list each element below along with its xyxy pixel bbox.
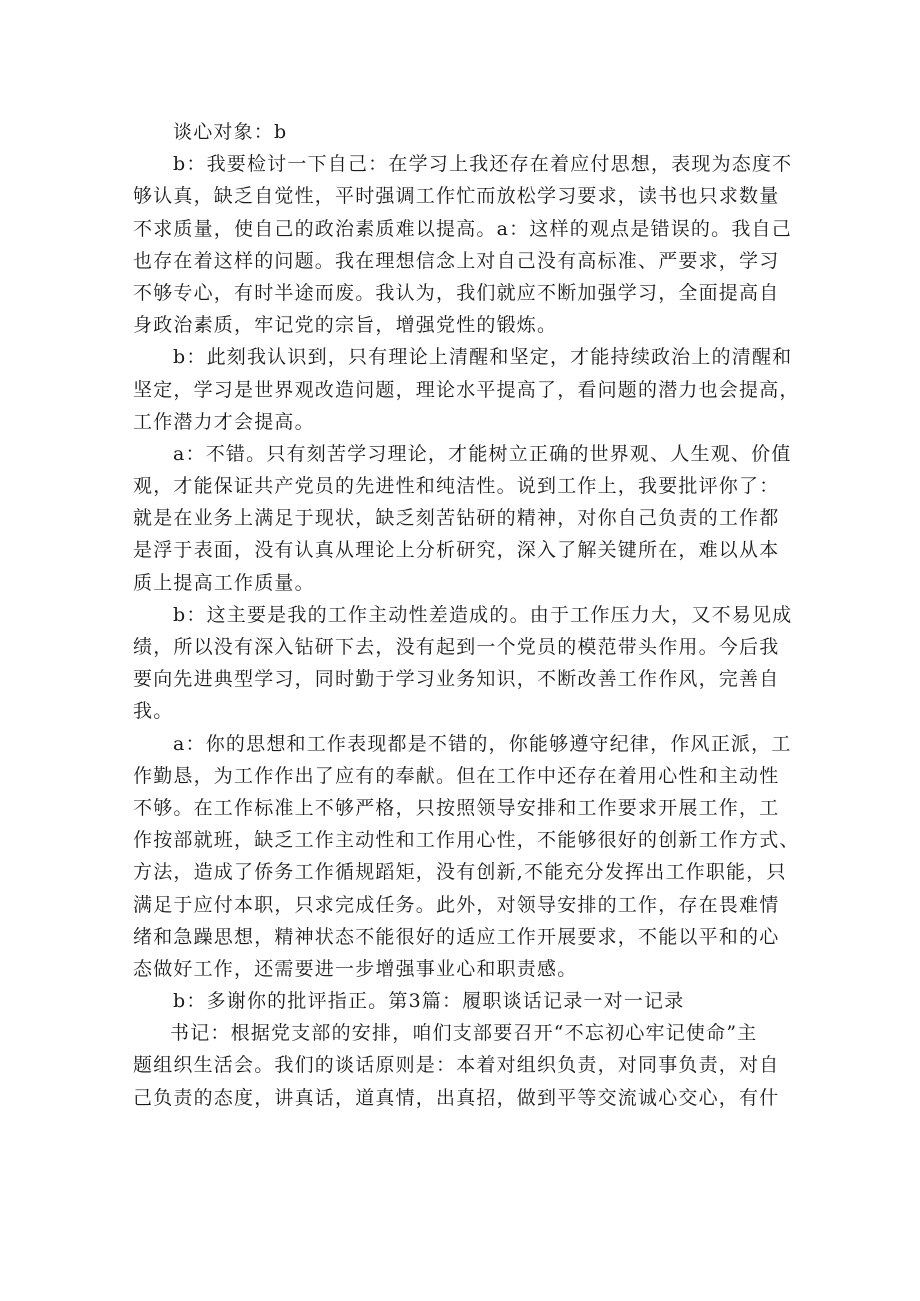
text-line: 作勤恳，为工作作出了应有的奉献。但在工作中还存在着用心性和主动性	[133, 764, 780, 787]
text-line: 工作潜力才会提高。	[133, 410, 315, 433]
text-line: 作按部就班，缺乏工作主动性和工作用心性，不能够很好的创新工作方式、	[133, 829, 800, 852]
text-line: b：我要检讨一下自己：在学习上我还存在着应付思想，表现为态度不	[173, 153, 793, 176]
text-line: b：这主要是我的工作主动性差造成的。由于工作压力大，又不易见成	[173, 603, 793, 626]
text-line: 题组织生活会。我们的谈话原则是：本着对组织负责，对同事负责，对自	[133, 1054, 780, 1077]
text-line: 绪和急躁思想，精神状态不能很好的适应工作开展要求，不能以平和的心	[133, 925, 780, 948]
text-line: b：此刻我认识到，只有理论上清醒和坚定，才能持续政治上的清醒和	[173, 346, 793, 369]
text-line: 质上提高工作质量。	[133, 571, 315, 594]
text-line: 不求质量，使自己的政治素质难以提高。a：这样的观点是错误的。我自己	[133, 217, 792, 240]
text-line: 就是在业务上满足于现状，缺乏刻苦钻研的精神，对你自己负责的工作都	[133, 507, 780, 530]
text-line: 方法，造成了侨务工作循规蹈矩，没有创新,不能充分发挥出工作职能，只	[133, 861, 787, 884]
text-line: 己负责的态度，讲真话，道真情，出真招，做到平等交流诚心交心，有什	[133, 1086, 780, 1109]
text-line: 要向先进典型学习，同时勤于学习业务知识，不断改善工作作风，完善自	[133, 668, 780, 691]
text-line: 不够专心，有时半途而废。我认为，我们就应不断加强学习，全面提高自	[133, 281, 780, 304]
text-line: 态做好工作，还需要进一步增强事业心和职责感。	[133, 957, 578, 980]
text-line: 坚定，学习是世界观改造问题，理论水平提高了，看问题的潜力也会提高，	[133, 378, 800, 401]
text-line: 满足于应付本职，只求完成任务。此外，对领导安排的工作，存在畏难情	[133, 893, 780, 916]
text-line: 不够。在工作标准上不够严格，只按照领导安排和工作要求开展工作，工	[133, 796, 780, 819]
text-line: 观，才能保证共产党员的先进性和纯洁性。说到工作上，我要批评你了：	[133, 475, 780, 498]
text-line: 是浮于表面，没有认真从理论上分析研究，深入了解关键所在，难以从本	[133, 539, 780, 562]
text-line: b：多谢你的批评指正。第3篇：履职谈话记录一对一记录	[173, 990, 685, 1013]
text-line: 绩，所以没有深入钻研下去，没有起到一个党员的模范带头作用。今后我	[133, 636, 780, 658]
text-line: 够认真，缺乏自觉性，平时强调工作忙而放松学习要求，读书也只求数量	[133, 185, 780, 208]
text-line: 谈心对象：b	[173, 121, 288, 143]
text-line: 我。	[133, 700, 174, 723]
text-line: a：你的思想和工作表现都是不错的，你能够遵守纪律，作风正派，工	[173, 732, 792, 755]
text-line: 也存在着这样的问题。我在理想信念上对自己没有高标准、严要求，学习	[133, 249, 780, 272]
text-line: 身政治素质，牢记党的宗旨，增强党性的锻炼。	[133, 314, 558, 337]
document-body	[133, 116, 800, 1114]
text-line: a：不错。只有刻苦学习理论，才能树立正确的世界观、人生观、价值	[173, 442, 792, 465]
text-line: 书记：根据党支部的安排，咱们支部要召开“不忘初心牢记使命”主	[170, 1022, 758, 1045]
